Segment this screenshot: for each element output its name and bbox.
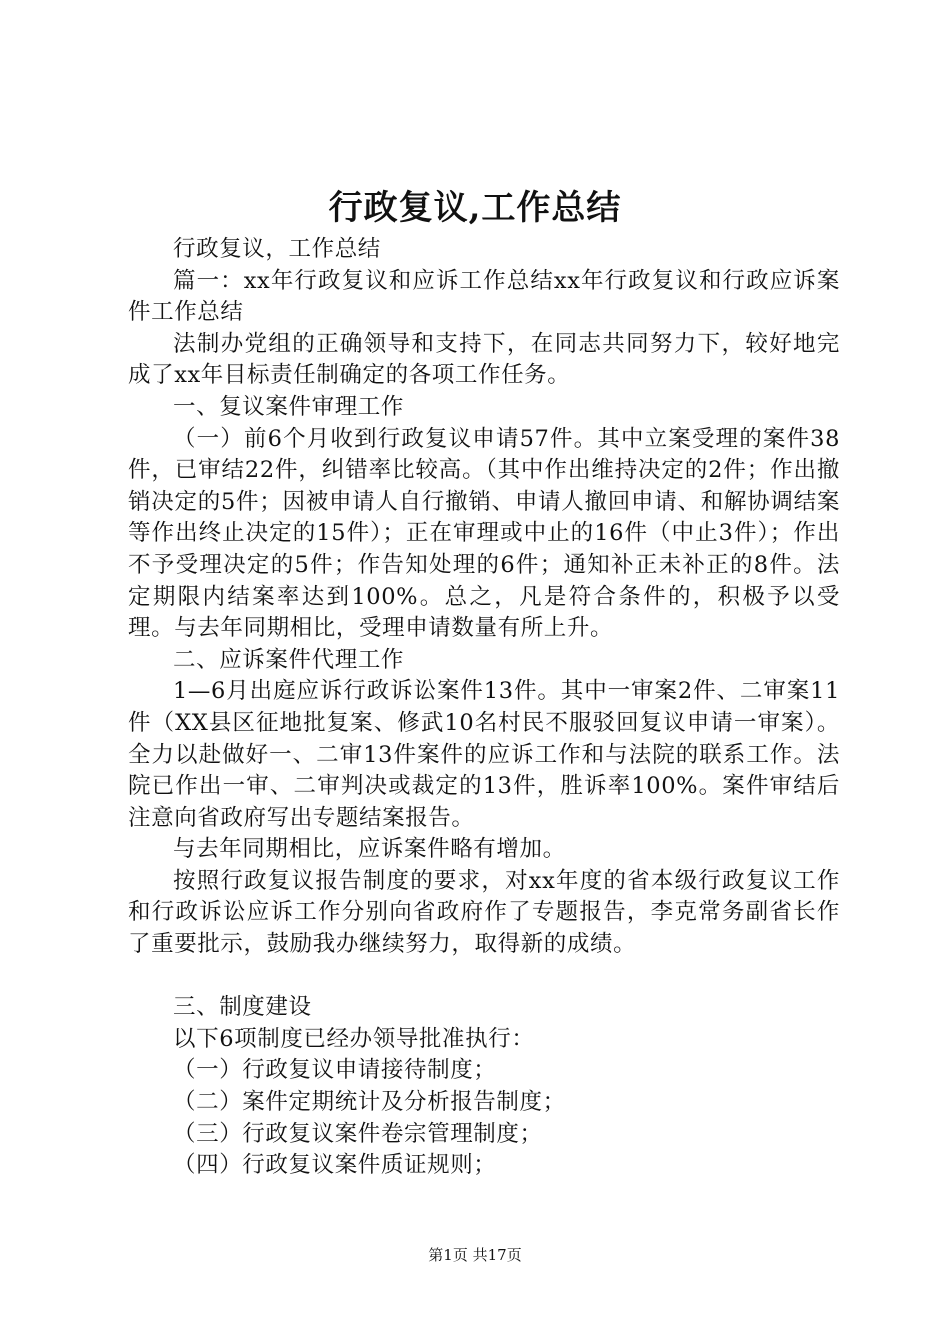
paragraph: 行政复议，工作总结 [173,236,381,262]
list-item: （三）行政复议案件卷宗管理制度； [173,1120,543,1147]
paragraph: 与去年同期相比，应诉案件略有增加。 [173,836,566,863]
list-item: （四）行政复议案件质证规则； [173,1152,497,1179]
list-item: （一）行政复议申请接待制度； [173,1057,497,1084]
section-heading: 三、制度建设 [173,994,312,1021]
paragraph: 法制办党组的正确领导和支持下，在同志共同努力下，较好地完成了xx年目标责任制确定的各项工作任务。 [128,330,840,389]
paragraph: 按照行政复议报告制度的要求，对xx年度的省本级行政复议工作和行政诉讼应诉工作分别向省政府作了专题报告，李克常务副省长作了重要批示，鼓励我办继续努力，取得新的成绩。 [128,867,840,958]
paragraph: （一）前6个月收到行政复议申请57件。其中立案受理的案件38件，已审结22件，纠错率比较高。（其中作出维持决定的2件；作出撤销决定的5件；因被申请人自行撤销、申请人撤回申请、和解协调结案等作出终止决定的15件）；正在审理或中止的16件（中止3件）；作出不予受理决定的5件；作告知处理的6件；通知补正未补正的8件。法定期限内结案率达到100%。总之，凡是符合条件的，积极予以受理。与去年同期相比，受理申请数量有所上升。 [128,425,840,642]
paragraph: 篇一：xx年行政复议和应诉工作总结xx年行政复议和行政应诉案件工作总结 [128,267,840,326]
list-item: （二）案件定期统计及分析报告制度； [173,1089,566,1116]
paragraph: 1—6月出庭应诉行政诉讼案件13件。其中一审案2件、二审案11件（XX县区征地批复案、修武10名村民不服驳回复议申请一审案）。全力以赴做好一、二审13件案件的应诉工作和与法院的联系工作。法院已作出一审、二审判决或裁定的13件，胜诉率100%。案件审结后注意向省政府写出专题结案报告。 [128,678,840,831]
document-body [128,234,840,1182]
section-heading: 一、复议案件审理工作 [173,393,405,420]
section-heading: 二、应诉案件代理工作 [173,646,405,673]
paragraph: 以下6项制度已经办领导批准执行： [173,1025,535,1052]
document-title: 行政复议,工作总结 [328,188,622,228]
page-footer: 第1页 共17页 [428,1246,522,1264]
